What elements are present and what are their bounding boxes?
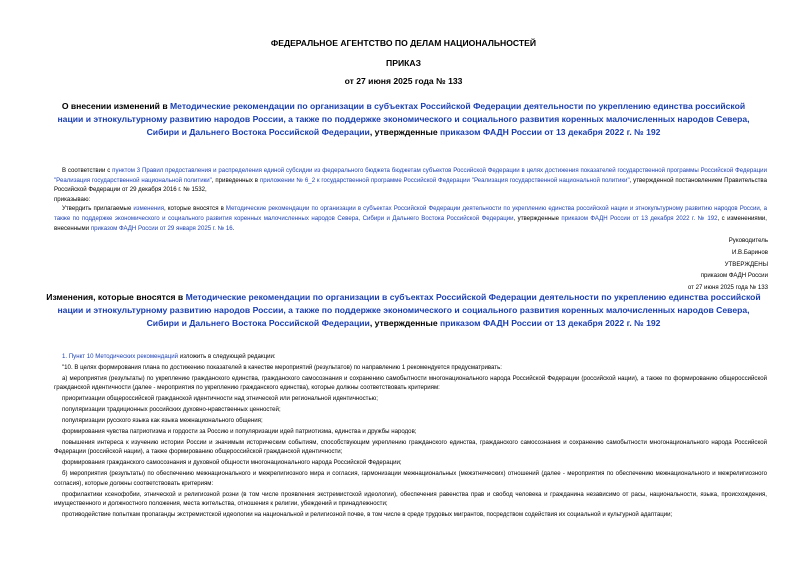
agency-heading: ФЕДЕРАЛЬНОЕ АГЕНТСТВО ПО ДЕЛАМ НАЦИОНАЛЬНОСТЕЙ — [270, 38, 537, 48]
title-link-order[interactable]: приказом ФАДН России от 13 декабря 2022 г. № 192 — [439, 127, 661, 137]
changes-body — [54, 352, 767, 521]
changes-title-link-order[interactable]: приказом ФАДН России от 13 декабря 2022 г. № 192 — [439, 318, 661, 328]
change-paragraph: профилактики ксенофобии, этнической и религиозной розни (в том числе проявления экстремистской идеологии), обеспечения равенства прав и свобод человека и гражданина независимо от расы, национальности, языка, происхождения, имущественного и должностного положения, места жительства, отношения к религии, убеждений и принадлежности; — [54, 490, 767, 508]
change-item-1 — [54, 352, 767, 362]
change-paragraph: приоритизации общероссийской гражданской идентичности над этнической или региональной идентичностью; — [62, 395, 378, 403]
text-span: Утвердить прилагаемые — [62, 205, 134, 213]
change-paragraph: формирования гражданского самосознания и духовной общности многонационального народа Российской Федерации; — [62, 459, 402, 467]
text-span: , утвержденной постановлением Правительства Российской Федерации от 29 декабря 2016 г. № 1532, — [54, 176, 767, 194]
document-title — [50, 100, 757, 139]
changes-title-link-recommendations[interactable]: Методические рекомендации по организации в субъектах Российской Федерации деятельности по укреплению единства российской нации и этнокультурному развитию народов России, а также по поддержке экономического и социального развития коренных малочисленных народов Севера, Сибири и Дальнего Востока Российской Федерации — [57, 292, 761, 328]
text-span: изложить в следующей редакции: — [178, 353, 276, 360]
link-point-10[interactable]: 1. Пункт 10 Методических рекомендаций — [62, 353, 179, 360]
change-paragraph: а) мероприятия (результаты) по укреплению гражданского единства, гражданского самосознания и сохранению самобытности многонационального народа Российской Федерации (российской нации), а также по формированию общероссийской гражданской идентичности (далее - мероприятия по укреплению гражданского единства), которые должны соответствовать критериям: — [54, 374, 767, 392]
approved-by: приказом ФАДН России — [700, 272, 768, 280]
preamble — [54, 166, 767, 233]
text-span: , приведенных в — [211, 176, 260, 184]
change-paragraph: популяризации русского языка как языка межнационального общения; — [62, 417, 263, 425]
approved-date: от 27 июня 2025 года № 133 — [687, 284, 768, 292]
text-span: , утвержденные — [513, 214, 562, 222]
text-span: В соответствии с — [62, 167, 113, 174]
change-paragraph: формирования чувства патриотизма и гордости за Россию и популяризации идей патриотизма, единства и дружбы народов; — [62, 427, 417, 435]
title-prefix: О внесении изменений в — [61, 101, 171, 111]
approved-label: УТВЕРЖДЕНЫ — [724, 260, 768, 268]
link-changes[interactable]: изменения — [133, 205, 165, 213]
link-order-192[interactable]: приказом ФАДН России от 13 декабря 2022 г. № 192 — [561, 214, 718, 222]
doc-type-heading: ПРИКАЗ — [386, 58, 421, 68]
text-span: , с изменениями, внесенными — [54, 214, 767, 232]
link-appendix-6-2[interactable]: приложении № 6_2 к государственной программе Российской Федерации "Реализация государственной национальной политики" — [259, 176, 630, 184]
title-middle: , утвержденные — [369, 127, 440, 137]
link-recommendations[interactable]: Методические рекомендации по организации в субъектах Российской Федерации деятельности по укреплению единства российской нации и этнокультурному развитию народов России, а также по поддержке экономического и социального развития коренных малочисленных народов Севера, Сибири и Дальнего Востока Российской Федерации — [54, 205, 767, 222]
signature-name: И.В.Баринов — [731, 248, 768, 256]
link-order-16[interactable]: приказом ФАДН России от 29 января 2025 г. № 16 — [90, 224, 233, 232]
preamble-paragraph-1 — [54, 166, 767, 195]
change-paragraph: противодействие попыткам пропаганды экстремистской идеологии на национальной и религиозной почве, в том числе в среде трудовых мигрантов, посредством содействия их социальной и культурной адаптации; — [62, 511, 673, 519]
text-span: . — [232, 224, 235, 232]
title-link-recommendations[interactable]: Методические рекомендации по организации в субъектах Российской Федерации деятельности по укреплению единства российской нации и этнокультурному развитию народов России, а также по поддержке экономического и социального развития коренных малочисленных народов Севера, Сибири и Дальнего Востока Российской Федерации — [57, 101, 750, 137]
preamble-paragraph-3 — [54, 204, 767, 233]
doc-date-heading: от 27 июня 2025 года № 133 — [344, 76, 463, 86]
change-paragraph: б) мероприятия (результаты) по обеспечению межнационального и межрелигиозного мира и согласия, гармонизации межнациональных (межэтнических) отношений (далее - мероприятия по обеспечению межнационального и межрелигиозного согласия), которые должны соответствовать критериям: — [54, 470, 767, 487]
signature-block — [508, 235, 768, 294]
change-paragraph: популяризации традиционных российских духовно-нравственных ценностей; — [62, 406, 281, 414]
text-span: , которые вносятся в — [164, 205, 226, 213]
change-paragraph: повышения интереса к изучению истории России и значимым историческим событиям, способствующим укреплению гражданского единства, гражданского самосознания и сохранению самобытности многонационального народа Российской Федерации (российской нации), а также формированию общероссийской гражданской идентичности; — [54, 438, 767, 456]
preamble-order-word: приказываю: — [54, 195, 91, 203]
changes-title-middle: , утвержденные — [369, 318, 440, 328]
changes-title-prefix: Изменения, которые вносятся в — [46, 292, 186, 302]
signature-role: Руководитель — [728, 237, 768, 244]
changes-title — [40, 291, 767, 330]
link-rules-point-3[interactable]: пунктом 3 Правил предоставления и распределения единой субсидии из федерального бюджета бюджетам субъектов Российской Федерации в целях достижения показателей государственной программы Российской Федерации "Реализация государственной национальной политики" — [54, 167, 767, 184]
change-paragraph: "10. В целях формирования плана по достижению показателей в качестве мероприятий (результатов) по направлению 1 рекомендуется предусматривать: — [62, 363, 502, 371]
